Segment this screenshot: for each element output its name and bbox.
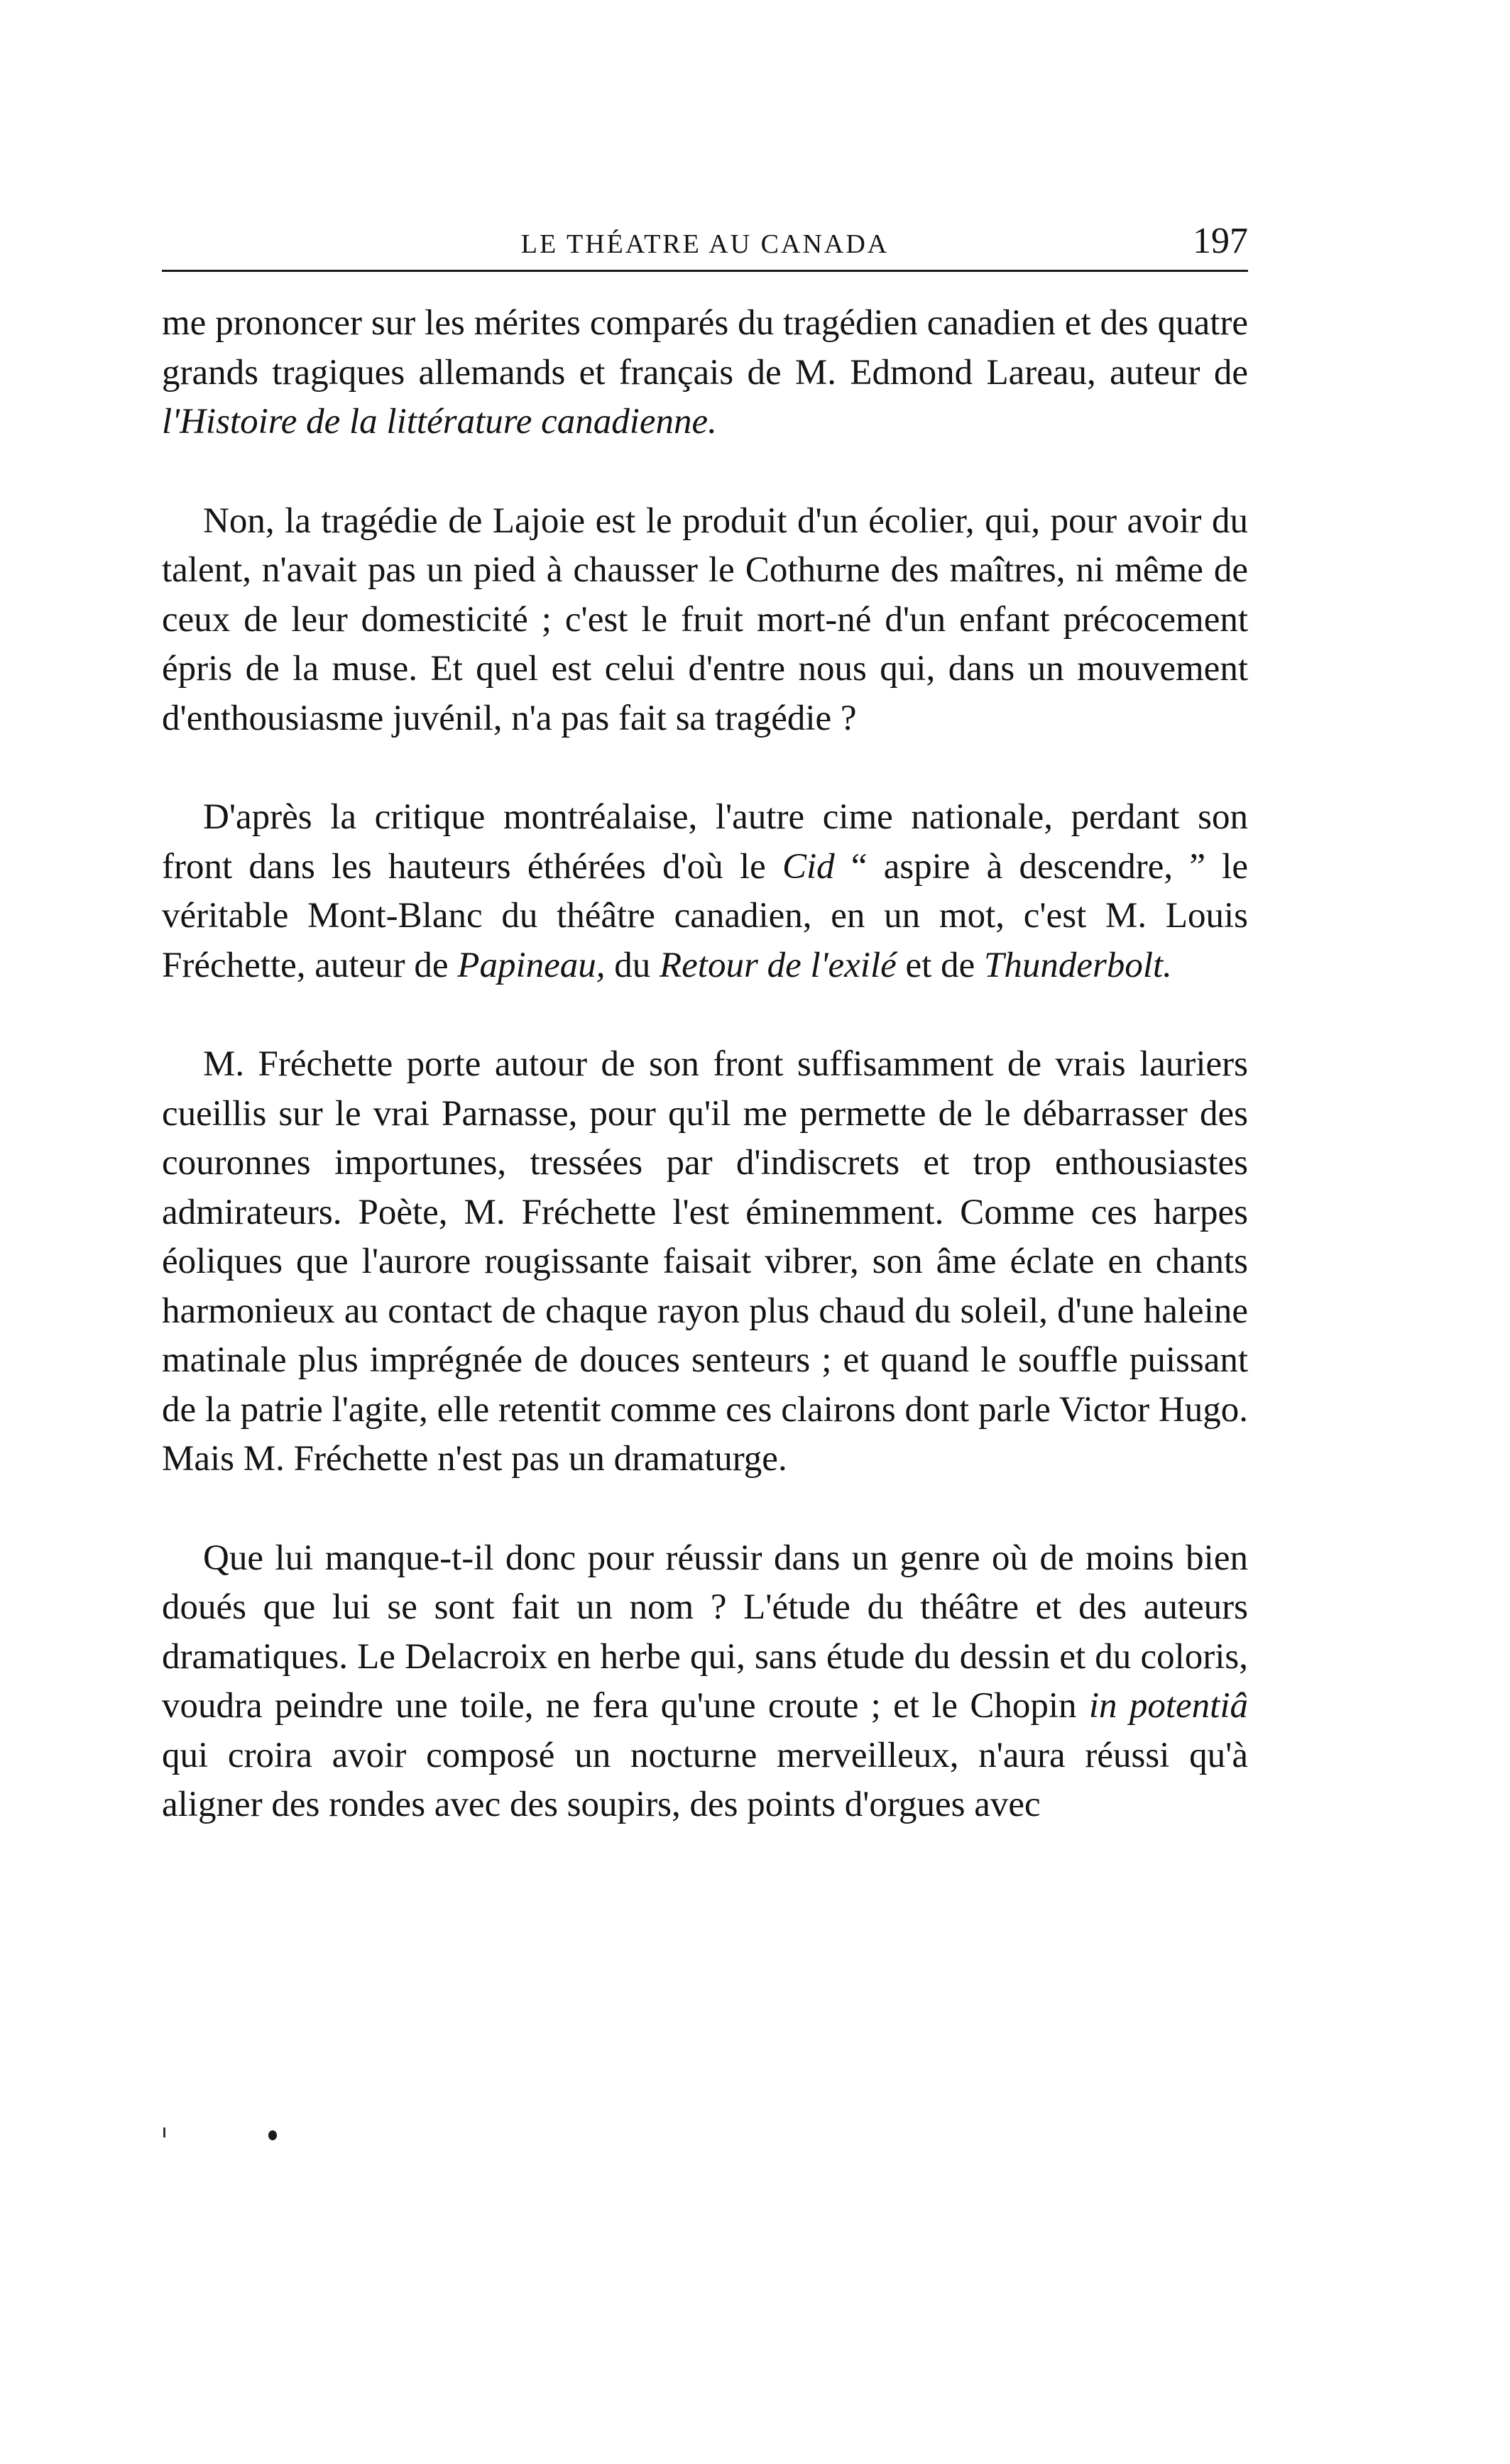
text-segment: qui croira avoir composé un nocturne merveilleux, n'aura réussi qu'à aligner des rondes avec des soupirs, des points d'orgues avec [162, 1735, 1248, 1824]
italic-text-segment: Retour de l'exilé [660, 945, 897, 985]
paragraph [162, 1534, 1248, 1830]
book-page [162, 213, 1248, 1830]
text-segment: du [605, 945, 660, 985]
stray-ink-dot [268, 2130, 277, 2140]
text-segment: et de [896, 945, 984, 985]
paragraph [162, 793, 1248, 990]
text-segment: D'après la critique montréalaise, l'autre cime nationale, perdant son front dans les hauteurs éthérées d'où le [162, 797, 1248, 887]
italic-text-segment: in potentiâ [1088, 1686, 1248, 1726]
running-title: LE THÉATRE AU CANADA [520, 229, 890, 259]
paragraph [162, 299, 1248, 447]
italic-text-segment: Thunderbolt. [984, 945, 1172, 985]
text-segment: Non, la tragédie de Lajoie est le produit d'un écolier, qui, pour avoir du talent, n'avait pas un pied à chausser le Cothurne des maîtres, ni même de ceux de leur domesticité ; c'est le fruit mort-né d'un enfant précocement épris de la muse. Et quel est celui d'entre nous qui, dans un mouvement d'enthousiasme juvénil, n'a pas fait sa tragédie ? [162, 500, 1248, 738]
text-segment: “ aspire à descendre, ” le véritable Mont-Blanc du théâtre canadien, en un mot, c'est M. Louis Fréchette, auteur de [162, 846, 1248, 985]
text-segment: M. Fréchette porte autour de son front suffisamment de vrais lauriers cueillis sur le vrai Parnasse, pour qu'il me permette de le débarrasser des couronnes importunes, tressées par d'indiscrets et trop enthousiastes admirateurs. Poète, M. Fréchette l'est éminemment. Comme ces harpes éoliques que l'aurore rougissante faisait vibrer, son âme éclate en chants harmonieux au contact de chaque rayon plus chaud du soleil, d'une haleine matinale plus imprégnée de douces senteurs ; et quand le souffle puissant de la patrie l'agite, elle retentit comme ces clairons dont parle Victor Hugo. Mais M. Fréchette n'est pas un dramaturge. [162, 1044, 1248, 1479]
header-rule [162, 270, 1248, 272]
italic-text-segment: l'Histoire de la littérature canadienne. [162, 402, 717, 442]
running-head [162, 213, 1248, 270]
page-number: 197 [1193, 221, 1248, 261]
italic-text-segment: Cid [782, 846, 835, 887]
paragraph [162, 497, 1248, 744]
italic-text-segment: Papineau, [457, 945, 606, 985]
stray-tick-mark [163, 2128, 165, 2137]
text-segment: me prononcer sur les mérites comparés du tragédien canadien et des quatre grands tragiques allemands et français de M. Edmond Lareau, auteur de [162, 303, 1248, 393]
printer-marks [162, 2119, 304, 2162]
text-segment: Que lui manque-t-il donc pour réussir dans un genre où de moins bien doués que lui se sont fait un nom ? L'étude du théâtre et des auteurs dramatiques. Le Delacroix en herbe qui, sans étude du dessin et du coloris, voudra peindre une toile, ne fera qu'une croute ; et le Chopin [162, 1538, 1248, 1726]
body-text [162, 299, 1248, 1830]
paragraph [162, 1040, 1248, 1484]
